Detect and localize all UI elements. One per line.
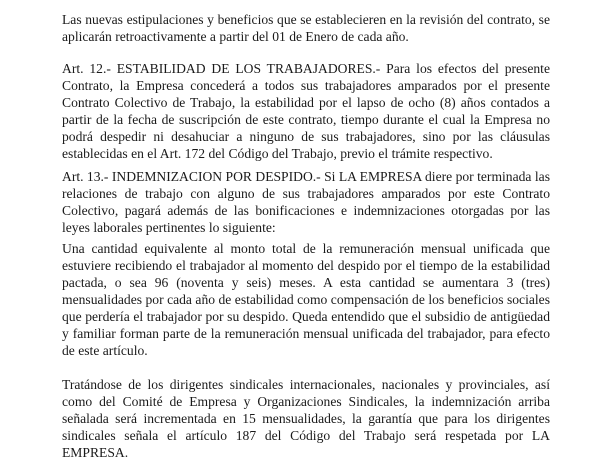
paragraph-text: Una cantidad equivalente al monto total de la remuneración mensual unificada que estuviere recibiendo el trabajador al momento del despido por el tiempo de la estabilidad pactada, o sea 96 (noventa y seis) meses. A esta cantidad se aumentara 3 (tres) mensualidades por cada año de estabilidad como compensación de los beneficios sociales que perdería el trabajador por su despido. Queda entendido que el subsidio de antigüedad y familiar forman parte de la remuneración mensual unificada del trabajador, para efecto de este artículo.	[62, 241, 550, 358]
paragraph-text: Tratándose de los dirigentes sindicales internacionales, nacionales y provinciales, así como del Comité de Empresa y Organizaciones Sindicales, la indemnización arriba señalada será incrementada en 15 mensualidades, la garantía que para los dirigentes sindicales señala el artículo 187 del Código del Trabajo será respetada por LA EMPRESA.	[62, 377, 550, 460]
paragraph-article-13	[62, 168, 550, 236]
article-13-heading: Art. 13.- INDEMNIZACION POR DESPIDO.-	[62, 169, 321, 184]
paragraph-union-leaders	[62, 376, 550, 461]
article-13-text: Si LA EMPRESA diere por terminada las relaciones de trabajo con alguno de sus trabajadores amparados por este Contrato Colectivo, pagará además de las bonificaciones e indemnizaciones otorgadas por las leyes laborales pertinentes lo siguiente:	[62, 169, 550, 235]
paragraph-article-12	[62, 60, 550, 162]
paragraph-compensation-amount	[62, 240, 550, 359]
paragraph-retroactive-clause	[62, 11, 550, 45]
article-12-text: Para los efectos del presente Contrato, la Empresa concederá a todos sus trabajadores amparados por el presente Contrato Colectivo de Trabajo, la estabilidad por el lapso de ocho (8) años contados a partir de la fecha de suscripción de este contrato, tiempo durante el cual la Empresa no podrá despedir ni desahuciar a ninguno de sus trabajadores, sino por las cláusulas establecidas en el Art. 172 del Código del Trabajo, previo el trámite respectivo.	[62, 61, 550, 161]
article-12-heading: Art. 12.- ESTABILIDAD DE LOS TRABAJADORES.-	[62, 61, 381, 76]
paragraph-text: Las nuevas estipulaciones y beneficios que se establecieren en la revisión del contrato, se aplicarán retroactivamente a partir del 01 de Enero de cada año.	[62, 12, 550, 44]
